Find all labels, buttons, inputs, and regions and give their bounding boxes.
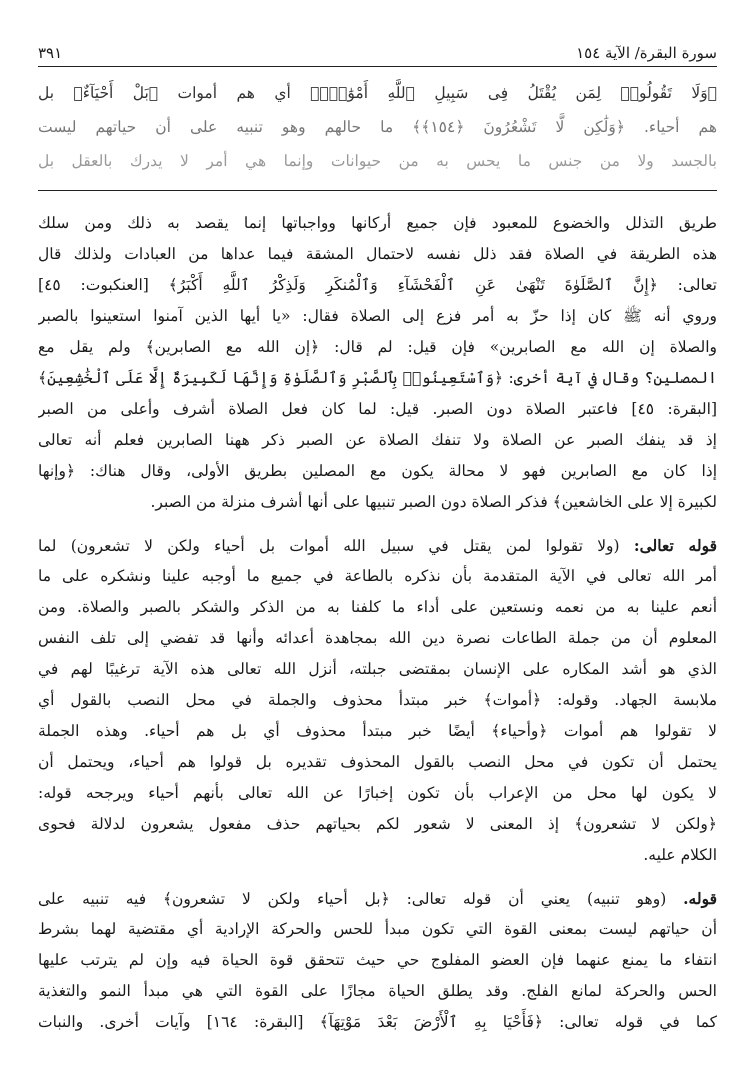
text-line: إذ قد ينفك الصبر عن الصلاة ولا تنفك الصلاة عن الصبر ذكر ههنا الصابرين فعلم أنه تعالى (38, 431, 717, 449)
lead-text: (ولا تقولوا لمن يقتل في سبيل الله أموات بل أحياء ولكن لا تشعرون) لما (38, 537, 634, 555)
running-title: سورة البقرة/ الآية ١٥٤ (576, 44, 717, 62)
lead-term: قوله تعالى: (633, 536, 717, 555)
text-line: ﴿ولكن لا تشعرون﴾ إذ المعنى لا شعور لكم بحياتهم حذف مفعول يشعرون لدلالة فحوى (38, 815, 717, 833)
quran-line: بالجسد ولا من جنس ما يحس به من حيوانات وإنما هي أمر لا يدرك بالعقل بل (38, 152, 717, 170)
text-line: انتفاء ما يمنع عنهما فإن العضو المفلوج حي حيث تتحقق قوة الحياة فيه وإن لم يترتب عليها (38, 951, 717, 969)
text-line: ملابسة الجهاد. وقوله: ﴿أموات﴾ خبر مبتدأ محذوف والجملة في محل النصب بالقول أي (38, 691, 717, 709)
quran-commentary-block (38, 76, 717, 178)
quran-line: هم أحياء. ﴿وَلَٰكِن لَّا تَشْعُرُونَ ﴿١٥٤﴾﴾ ما حالهم وهو تنبيه على أن حياتهم ليست (38, 118, 717, 136)
page-header (38, 40, 717, 67)
text-line: الذي هو أشد المكاره على الإنسان بمقتضى جبلته، أنزل الله تعالى هذه الآية ترغيبًا لهم في (38, 660, 717, 678)
text-line: أن حياتهم ليست بمعنى القوة التي تكون مبدأ للحس والحركة الإرادية أي مقتضية لهما بشرط (38, 920, 717, 938)
quran-line: ﴿وَلَا تَقُولُوا۟ لِمَن يُقْتَلُ فِى سَبِيلِ ٱللَّهِ أَمْوَٰتٌۢ﴾ أي هم أموات ﴿بَلْ أَحْيَآءٌ﴾ بل (38, 84, 717, 102)
text-line (38, 530, 717, 561)
text-line: طريق التذلل والخضوع للمعبود فإن جميع أركانها وواجباتها إنما يقصد به ذلك ومن سلك (38, 214, 717, 232)
lead-text: (وهو تنبيه) يعني أن قوله تعالى: ﴿بل أحياء ولكن لا تشعرون﴾ فيه تنبيه على (38, 890, 684, 908)
text-line: لا تقولوا هم أموات ﴿وأحياء﴾ أيضًا خبر مبتدأ محذوف أي بل هم أحياء. وهذه الجملة (38, 722, 717, 740)
text-line: هذه الطريقة في الصلاة فقد ذلل نفسه لاحتمال المشقة فيما عداها من العبادات ولذلك قال (38, 245, 717, 263)
text-line: لكبيرة إلا على الخاشعين﴾ فذكر الصلاة دون الصبر تنبيها على أنها أشرف منزلة من الصبر. (150, 493, 717, 511)
page-number: ٣٩١ (38, 44, 63, 62)
section-divider (38, 190, 717, 191)
text-line: كما في قوله تعالى: ﴿فَأَحْيَا بِهِ ٱلْأَرْضَ بَعْدَ مَوْتِهَآ﴾ [البقرة: ١٦٤] وآيات أخرى. والنبات (38, 1013, 717, 1031)
text-line: لا يكون لها محل من الإعراب بأن تكون إخبارًا عن الله تعالى بأنهم أحياء ويرجحه قوله: (38, 784, 717, 802)
lead-term: قوله. (683, 889, 717, 908)
text-line: المصلين؟ وقال في آية أخرى: ﴿وَٱسْتَعِينُوا۟ بِٱلصَّبْرِ وَٱلصَّلَوٰةِ وَإِنَّهَا لَكَبِيرَةٌ إِلَّا عَلَى ٱلْخَٰشِعِينَ﴾ (38, 369, 717, 387)
text-line: وروي أنه ﷺ كان إذا حزّ به أمر فزع إلى الصلاة فقال: «يا أيها الذين آمنوا استعينوا بالصبر (38, 307, 717, 325)
commentary-body (38, 208, 717, 1038)
text-line: أمر الله تعالى في الآية المتقدمة بأن نذكره بالطاعة في جميع ما أوجبه علينا ونشكره على ما (38, 567, 717, 585)
text-line: المعلوم أن من جملة الطاعات نصرة دين الله بمجاهدة أعدائه وأنها قد تفضي إلى تلف النفس (38, 629, 717, 647)
text-line (38, 883, 717, 914)
paragraph-3 (38, 883, 717, 1038)
text-line: والصلاة إن الله مع الصابرين» فإن قيل: لم قال: ﴿إن الله مع الصابرين﴾ ولم يقل مع (38, 338, 717, 356)
paragraph-1 (38, 208, 717, 518)
text-line: تعالى: ﴿إِنَّ ٱلصَّلَوٰةَ تَنْهَىٰ عَنِ ٱلْفَحْشَآءِ وَٱلْمُنكَرِ وَلَذِكْرُ ٱللَّهِ أَكْبَرُ﴾ [العنكبوت: ٤٥] (38, 276, 717, 294)
text-line: أنعم علينا به من نعمه ونستعين على أداء ما كلفنا به من الذكر والشكر بالصبر والصلاة. ومن (38, 598, 717, 616)
paragraph-2 (38, 530, 717, 871)
text-line: [البقرة: ٤٥] فاعتبر الصلاة دون الصبر. قيل: لما كان فعل الصلاة أشرف وأعلى من الصبر (38, 400, 717, 418)
text-line: الحس والحركة لمانع الفلج. وقد يطلق الحياة مجازًا على القوة التي هي مبدأ النمو والتغذية (38, 982, 717, 1000)
text-line: إذا كان مع الصابرين فهو لا محالة يكون مع المصلين بطريق الأولى، وقال هناك: ﴿وإنها (38, 462, 717, 480)
text-line: الكلام عليه. (643, 846, 717, 864)
text-line: يحتمل أن تكون في محل النصب بالقول المحذوف تقديره بل قولوا هم أحياء، ويحتمل أن (38, 753, 717, 771)
